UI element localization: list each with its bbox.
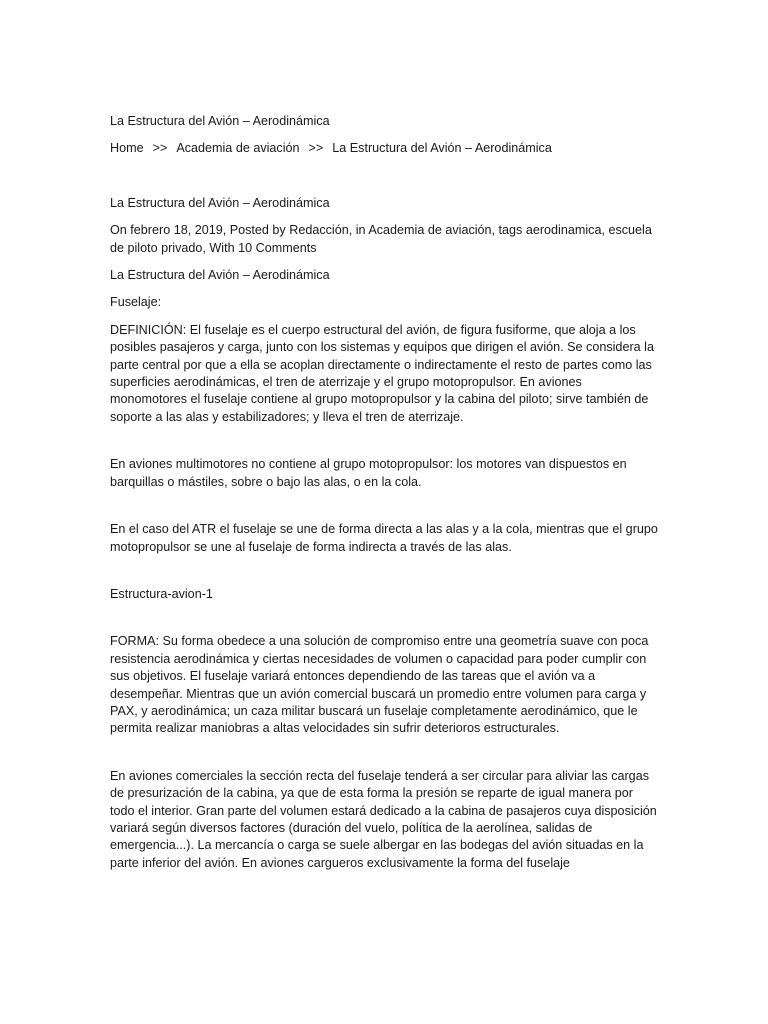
document-page xyxy=(110,113,658,872)
paragraph-definicion: DEFINICIÓN: El fuselaje es el cuerpo estructural del avión, de figura fusiforme, que aloja a los posibles pasajeros y carga, junto con los sistemas y equipos que dirigen el avión. Se considera la parte central por que a ella se acoplan directamente o indirectamente el resto de partes como las superficies aerodinámicas, el tren de aterrizaje y el grupo motopropulsor. En aviones monomotores el fuselaje contiene al grupo motopropulsor y la cabina del piloto; sirve también de soporte a las alas y estabilizadores; y lleva el tren de aterrizaje. xyxy=(110,322,654,424)
post-meta: On febrero 18, 2019, Posted by Redacción, in Academia de aviación, tags aerodinamica, escuela de piloto privado, With 10 Comments xyxy=(110,223,652,255)
paragraph-forma: FORMA: Su forma obedece a una solución de compromiso entre una geometría suave con poca resistencia aerodinámica y ciertas necesidades de volumen o capacidad para poder cumplir con sus objetivos. El fuselaje variará entonces dependiendo de las tareas que el avión va a desempeñar. Mientras que un avión comercial buscará un promedio entre volumen para carga y PAX, y aerodinámica; un caza militar buscará un fuselaje completamente aerodinámico, que le permita realizar maniobras a altas velocidades sin sufrir deterioros estructurales. xyxy=(110,634,649,736)
breadcrumb xyxy=(110,140,658,157)
paragraph-atr: En el caso del ATR el fuselaje se une de forma directa a las alas y a la cola, mientras que el grupo motopropulsor se une al fuselaje de forma indirecta a través de las alas. xyxy=(110,522,658,554)
breadcrumb-home-link[interactable]: Home xyxy=(110,141,144,156)
image-caption: Estructura-avion-1 xyxy=(110,586,213,601)
breadcrumb-separator: >> xyxy=(152,141,168,156)
section-heading-fuselaje: Fuselaje: xyxy=(110,295,162,310)
breadcrumb-category-link[interactable]: Academia de aviación xyxy=(176,141,300,156)
paragraph-multimotores: En aviones multimotores no contiene al grupo motopropulsor: los motores van dispuestos en barquillas o mástiles, sobre o bajo las alas, o en la cola. xyxy=(110,457,627,489)
article-subtitle: La Estructura del Avión – Aerodinámica xyxy=(110,268,330,283)
breadcrumb-current: La Estructura del Avión – Aerodinámica xyxy=(332,141,552,156)
paragraph-comerciales: En aviones comerciales la sección recta del fuselaje tenderá a ser circular para aliviar las cargas de presurización de la cabina, ya que de esta forma la presión se reparte de igual manera por todo el interior. Gran parte del volumen estará dedicado a la cabina de pasajeros cuya disposición variará según diversos factores (duración del vuelo, política de la aerolínea, salidas de emergencia...). La mercancía o carga se suele albergar en las bodegas del avión situadas en la parte inferior del avión. En aviones cargueros exclusivamente la forma del fuselaje xyxy=(110,768,657,870)
article-title: La Estructura del Avión – Aerodinámica xyxy=(110,195,330,210)
breadcrumb-separator: >> xyxy=(308,141,324,156)
page-title: La Estructura del Avión – Aerodinámica xyxy=(110,114,330,128)
